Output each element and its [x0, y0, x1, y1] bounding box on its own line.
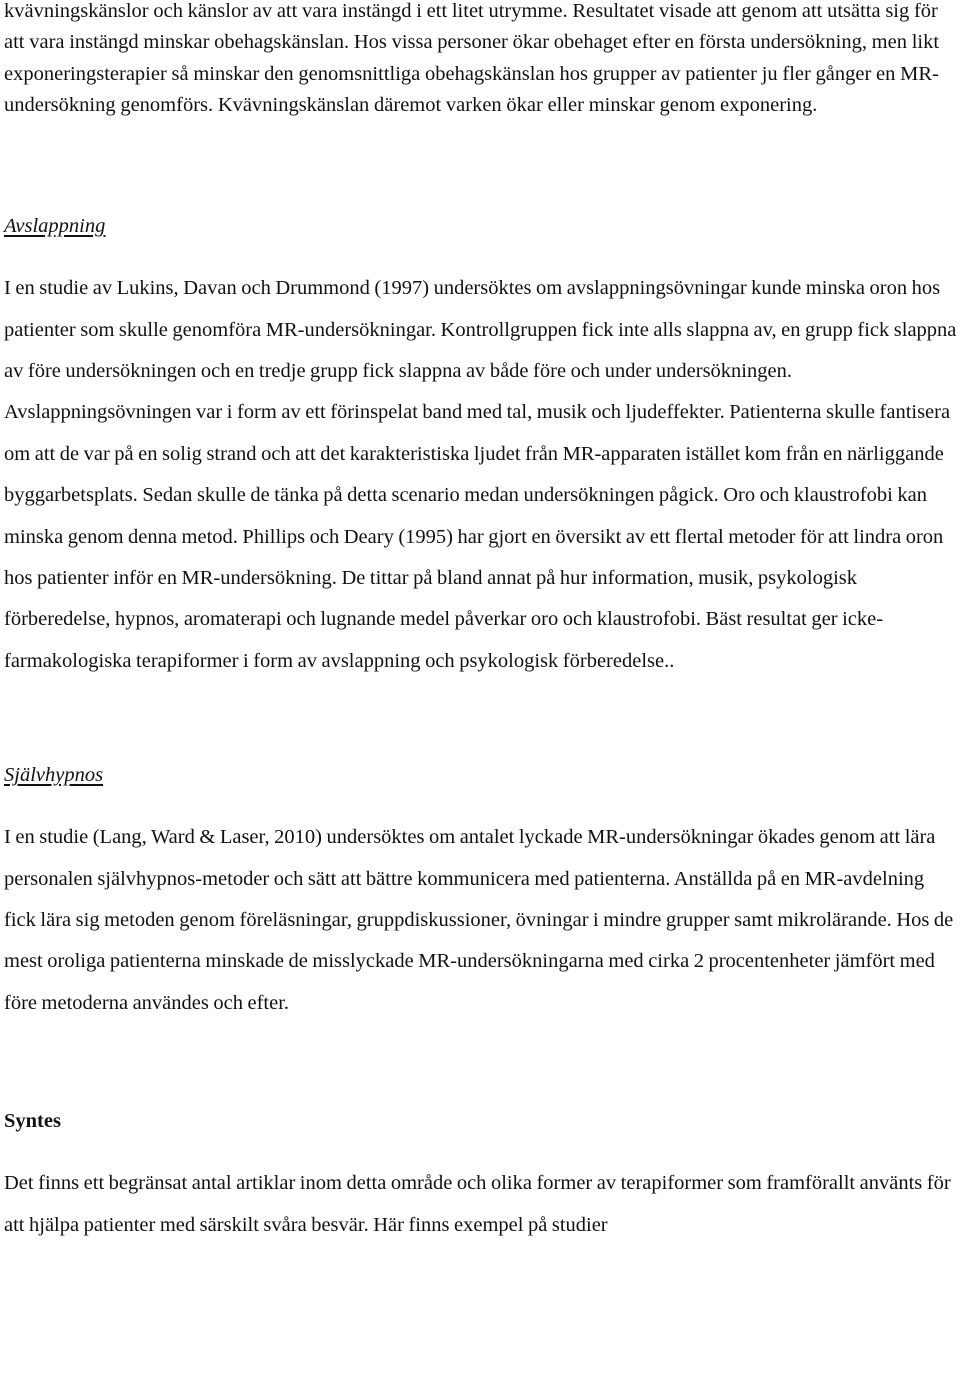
paragraph-sjalvhypnos: I en studie (Lang, Ward & Laser, 2010) undersöktes om antalet lyckade MR-undersökningar ökades genom att lära personalen självhypnos-metoder och sätt att bättre kommunicera med patienterna. Anställda på en MR-avdelning fick lära sig metoden genom föreläsningar, gruppdiskussioner, övningar i mindre grupper samt mikrolärande. Hos de mest oroliga patienterna minskade de misslyckade MR-undersökningarna med cirka 2 procentenheter jämfört med före metoderna användes och efter. — [4, 826, 954, 1014]
section-heading-avslappning: Avslappning — [4, 215, 106, 238]
section-heading-sjalvhypnos: Självhypnos — [4, 764, 104, 787]
document-page — [4, 0, 960, 1246]
paragraph-avslappning: I en studie av Lukins, Davan och Drummond (1997) undersöktes om avslappningsövningar kunde minska oron hos patienter som skulle genomföra MR-undersökningar. Kontrollgruppen fick inte alls slappna av, en grupp fick slappna av före undersökningen och en tredje grupp fick slappna av både före och under undersökningen. Avslappningsövningen var i form av ett förinspelat band med tal, musik och ljudeffekter. Patienterna skulle fantisera om att de var på en solig strand och att det karakteristiska ljudet från MR-apparaten istället kom från en närliggande byggarbetsplats. Sedan skulle de tänka på detta scenario medan undersökningen pågick. Oro och klaustrofobi kan minska genom denna metod. Phillips och Deary (1995) har gjort en översikt av ett flertal metoder för att lindra oron hos patienter inför en MR-undersökning. De tittar på bland annat på hur information, musik, psykologisk förberedelse, hypnos, aromaterapi och lugnande medel påverkar oro och klaustrofobi. Bäst resultat ger icke-farmakologiska terapiformer i form av avslappning och psykologisk förberedelse.. — [4, 277, 957, 672]
paragraph-syntes: Det finns ett begränsat antal artiklar inom detta område och olika former av terapiformer som framförallt använts för att hjälpa patienter med särskilt svåra besvär. Här finns exempel på studier — [4, 1172, 951, 1236]
intro-paragraph: kvävningskänslor och känslor av att vara instängd i ett litet utrymme. Resultatet visade att genom att utsätta sig för att vara instängd minskar obehagskänslan. Hos vissa personer ökar obehaget efter en första undersökning, men likt exponeringsterapier så minskar den genomsnittliga obehagskänslan hos grupper av patienter ju fler gånger en MR-undersökning genomförs. Kvävningskänslan däremot varken ökar eller minskar genom exponering. — [4, 0, 940, 116]
section-heading-syntes: Syntes — [4, 1110, 61, 1133]
